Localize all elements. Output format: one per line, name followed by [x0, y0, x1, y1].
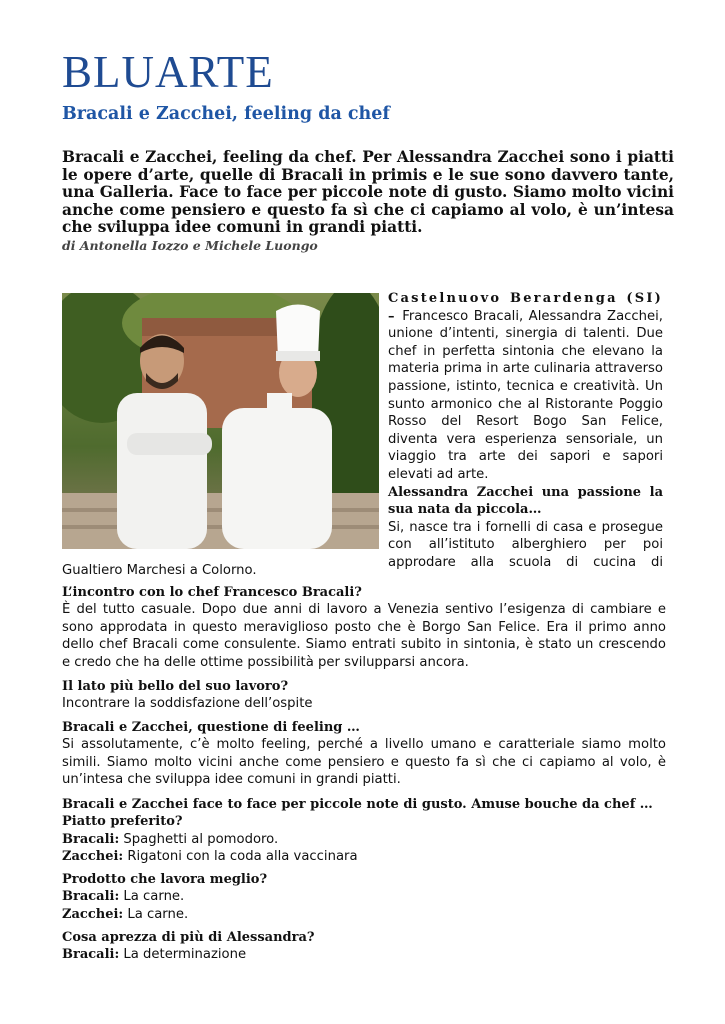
- label-zacchei: Zacchei:: [62, 906, 124, 922]
- label-bracali: Bracali:: [62, 831, 120, 847]
- face-to-face-2: [62, 871, 666, 923]
- face-answer-3-bracali: [62, 946, 666, 963]
- qa-incontro: [62, 584, 666, 671]
- face-answer-1-zacchei: [62, 848, 666, 865]
- answer-text: La carne.: [123, 889, 185, 905]
- answer-passione-start: Si, nasce tra i fornelli di casa e prosegue con all’istituto alberghiero per poi approdare alla scuola di cucina di: [388, 519, 663, 570]
- article-author: di Antonella Iozzo e Michele Luongo: [62, 238, 318, 253]
- article-lead: Bracali e Zacchei, feeling da chef. Per Alessandra Zacchei sono i piatti le opere d’arte, quelle di Bracali in primis e le sue sono davvero tante, una Galleria. Face to face per piccole note di gusto. Siamo molto vicini anche come pensiero e questo fa sì che ci capiamo al volo, è un’intesa che sviluppa idee comuni in grandi piatti.: [62, 148, 674, 236]
- face-question-3: Cosa aprezza di più di Alessandra?: [62, 930, 315, 945]
- answer-incontro: È del tutto casuale. Dopo due anni di lavoro a Venezia sentivo l’esigenza di cambiare e sono approdata in questo meraviglioso posto che è Borgo San Felice. Era il primo anno dello chef Bracali come consulente. Siamo entrati subito in sintonia, è stato un crescendo e credo che ha delle ottime possibilità per svilupparsi ancora.: [62, 602, 666, 670]
- answer-passione-end: Gualtiero Marchesi a Colorno.: [62, 563, 257, 578]
- label-bracali: Bracali:: [62, 889, 120, 905]
- question-passione: Alessandra Zacchei una passione la sua nata da piccola…: [388, 484, 663, 518]
- answer-text: La carne.: [127, 906, 189, 922]
- answer-text: Rigatoni con la coda alla vaccinara: [127, 849, 358, 865]
- answer-text: La determinazione: [123, 947, 247, 963]
- answer-lato: Incontrare la soddisfazione dell’ospite: [62, 696, 313, 712]
- face-answer-2-zacchei: [62, 906, 666, 923]
- qa-lato: [62, 678, 666, 713]
- face-question-1: Piatto preferito?: [62, 814, 183, 830]
- chefs-photo-illustration: [62, 293, 379, 549]
- intro-text: Francesco Bracali, Alessandra Zacchei, unione d’intenti, sinergia di talenti. Due chef in perfetta sintonia che elevano la materia prima in arte culinaria attraverso passione, istinto, tecnica e creatività. Un sunto armonico che al Ristorante Poggio Rosso del Resort Bogo San Felice, diventa vera esperienza sensoriale, un viaggio tra arte dei sapori e sapori elevati ad arte.: [388, 308, 663, 482]
- answer-text: Spaghetti al pomodoro.: [123, 831, 279, 847]
- answer-feeling: Si assolutamente, c’è molto feeling, perché a livello umano e caratteriale siamo molto simili. Siamo molto vicini anche come pensiero e questo fa sì che ci capiamo al volo, è un’intesa che sviluppa idee comuni in grandi piatti.: [62, 737, 666, 788]
- qa-feeling: [62, 719, 666, 789]
- intro-column: [388, 290, 663, 572]
- face-to-face-3: [62, 929, 666, 964]
- site-logo: BLUARTE: [62, 47, 274, 97]
- face-title: Bracali e Zacchei face to face per piccole note di gusto. Amuse bouche da chef …: [62, 797, 653, 812]
- label-zacchei: Zacchei:: [62, 849, 124, 865]
- question-feeling: Bracali e Zacchei, questione di feeling …: [62, 720, 360, 735]
- article-subtitle: Bracali e Zacchei, feeling da chef: [62, 104, 390, 124]
- chefs-photo: [62, 293, 379, 549]
- question-lato: Il lato più bello del suo lavoro?: [62, 679, 289, 694]
- label-bracali: Bracali:: [62, 947, 120, 963]
- face-question-2: Prodotto che lavora meglio?: [62, 872, 268, 887]
- face-answer-1-bracali: [62, 831, 666, 848]
- intro-place: Castelnuovo Berardenga (SI) –: [388, 291, 663, 324]
- face-to-face: [62, 796, 666, 866]
- question-incontro: L’incontro con lo chef Francesco Bracali?: [62, 585, 362, 600]
- answer-passione-end-block: [62, 562, 666, 579]
- face-answer-2-bracali: [62, 888, 666, 905]
